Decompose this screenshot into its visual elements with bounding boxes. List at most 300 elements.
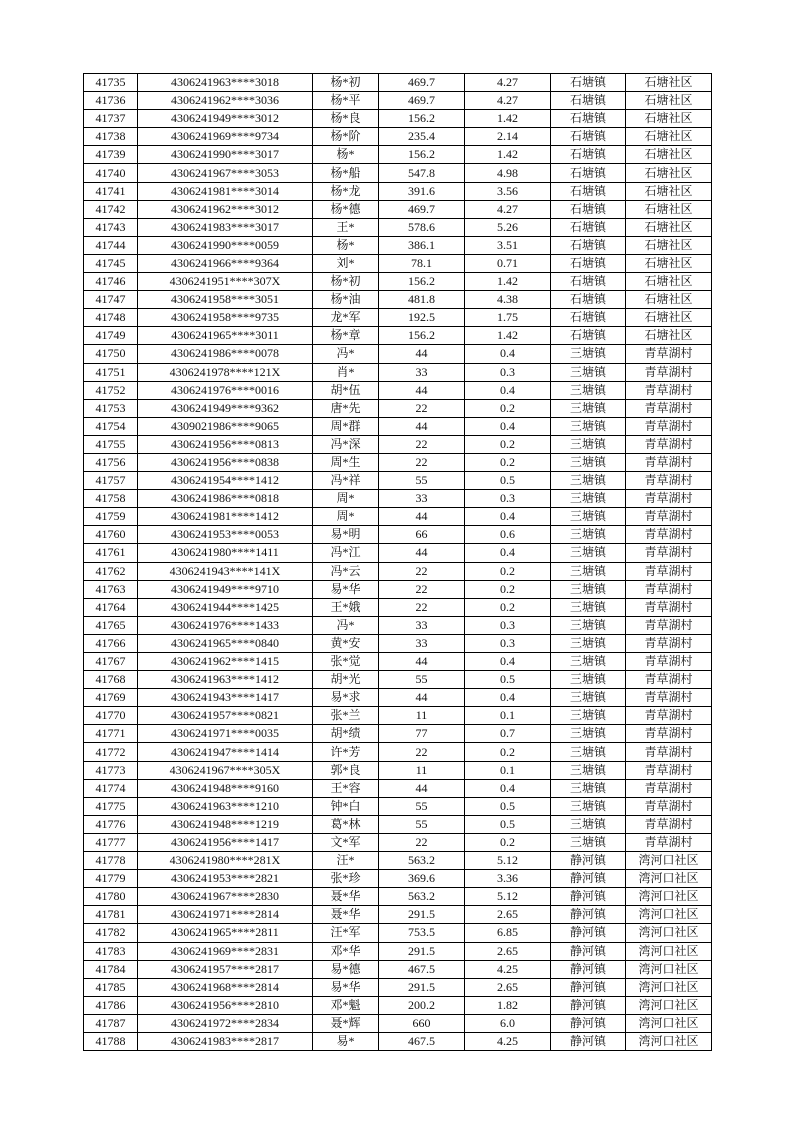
records-table-body — [84, 74, 712, 1051]
town-cell: 石塘镇 — [551, 218, 626, 236]
row-number-cell: 41751 — [84, 363, 138, 381]
area-cell: 1.42 — [465, 110, 551, 128]
row-number-cell: 41739 — [84, 146, 138, 164]
row-number-cell: 41772 — [84, 743, 138, 761]
table-row — [84, 1014, 712, 1032]
person-name-cell: 冯*深 — [313, 435, 379, 453]
amount-cell: 469.7 — [379, 92, 465, 110]
village-cell: 石塘社区 — [626, 309, 712, 327]
town-cell: 三塘镇 — [551, 779, 626, 797]
row-number-cell: 41783 — [84, 942, 138, 960]
table-row — [84, 924, 712, 942]
area-cell: 0.5 — [465, 797, 551, 815]
table-row — [84, 743, 712, 761]
area-cell: 0.2 — [465, 833, 551, 851]
area-cell: 0.3 — [465, 363, 551, 381]
amount-cell: 77 — [379, 725, 465, 743]
area-cell: 0.2 — [465, 562, 551, 580]
id-number-cell: 4306241965****2811 — [138, 924, 313, 942]
town-cell: 三塘镇 — [551, 363, 626, 381]
area-cell: 0.3 — [465, 616, 551, 634]
table-row — [84, 182, 712, 200]
amount-cell: 33 — [379, 616, 465, 634]
row-number-cell: 41758 — [84, 490, 138, 508]
area-cell: 5.26 — [465, 218, 551, 236]
amount-cell: 44 — [379, 345, 465, 363]
person-name-cell: 邓*华 — [313, 942, 379, 960]
village-cell: 青草湖村 — [626, 472, 712, 490]
person-name-cell: 杨*初 — [313, 74, 379, 92]
area-cell: 4.38 — [465, 291, 551, 309]
person-name-cell: 张*兰 — [313, 707, 379, 725]
village-cell: 石塘社区 — [626, 200, 712, 218]
village-cell: 青草湖村 — [626, 616, 712, 634]
person-name-cell: 汪*军 — [313, 924, 379, 942]
village-cell: 青草湖村 — [626, 580, 712, 598]
person-name-cell: 张*珍 — [313, 870, 379, 888]
area-cell: 0.6 — [465, 526, 551, 544]
person-name-cell: 周* — [313, 490, 379, 508]
town-cell: 石塘镇 — [551, 92, 626, 110]
village-cell: 湾河口社区 — [626, 978, 712, 996]
table-row — [84, 399, 712, 417]
id-number-cell: 4306241953****2821 — [138, 870, 313, 888]
amount-cell: 156.2 — [379, 273, 465, 291]
row-number-cell: 41762 — [84, 562, 138, 580]
village-cell: 湾河口社区 — [626, 996, 712, 1014]
row-number-cell: 41747 — [84, 291, 138, 309]
amount-cell: 22 — [379, 562, 465, 580]
town-cell: 三塘镇 — [551, 453, 626, 471]
amount-cell: 469.7 — [379, 200, 465, 218]
area-cell: 0.2 — [465, 453, 551, 471]
town-cell: 三塘镇 — [551, 689, 626, 707]
row-number-cell: 41763 — [84, 580, 138, 598]
area-cell: 0.4 — [465, 417, 551, 435]
amount-cell: 22 — [379, 743, 465, 761]
id-number-cell: 4306241962****3012 — [138, 200, 313, 218]
area-cell: 0.4 — [465, 345, 551, 363]
row-number-cell: 41765 — [84, 616, 138, 634]
village-cell: 石塘社区 — [626, 218, 712, 236]
row-number-cell: 41753 — [84, 399, 138, 417]
row-number-cell: 41750 — [84, 345, 138, 363]
id-number-cell: 4306241958****9735 — [138, 309, 313, 327]
id-number-cell: 4306241963****1210 — [138, 797, 313, 815]
id-number-cell: 4306241969****2831 — [138, 942, 313, 960]
village-cell: 青草湖村 — [626, 815, 712, 833]
id-number-cell: 4306241980****281X — [138, 852, 313, 870]
table-row — [84, 291, 712, 309]
id-number-cell: 4306241965****0840 — [138, 634, 313, 652]
id-number-cell: 4306241956****2810 — [138, 996, 313, 1014]
row-number-cell: 41745 — [84, 254, 138, 272]
person-name-cell: 郭*良 — [313, 761, 379, 779]
village-cell: 青草湖村 — [626, 381, 712, 399]
id-number-cell: 4306241967****3053 — [138, 164, 313, 182]
person-name-cell: 易*华 — [313, 978, 379, 996]
area-cell: 5.12 — [465, 888, 551, 906]
village-cell: 青草湖村 — [626, 435, 712, 453]
id-number-cell: 4306241958****3051 — [138, 291, 313, 309]
row-number-cell: 41756 — [84, 453, 138, 471]
town-cell: 三塘镇 — [551, 815, 626, 833]
village-cell: 石塘社区 — [626, 273, 712, 291]
person-name-cell: 周* — [313, 508, 379, 526]
amount-cell: 156.2 — [379, 327, 465, 345]
town-cell: 静河镇 — [551, 1032, 626, 1050]
village-cell: 湾河口社区 — [626, 960, 712, 978]
id-number-cell: 4306241962****1415 — [138, 653, 313, 671]
id-number-cell: 4306241947****1414 — [138, 743, 313, 761]
town-cell: 三塘镇 — [551, 743, 626, 761]
person-name-cell: 邓*魁 — [313, 996, 379, 1014]
table-row — [84, 689, 712, 707]
area-cell: 4.98 — [465, 164, 551, 182]
amount-cell: 55 — [379, 671, 465, 689]
village-cell: 青草湖村 — [626, 363, 712, 381]
area-cell: 0.4 — [465, 653, 551, 671]
row-number-cell: 41752 — [84, 381, 138, 399]
table-row — [84, 218, 712, 236]
town-cell: 静河镇 — [551, 924, 626, 942]
amount-cell: 11 — [379, 761, 465, 779]
table-row — [84, 960, 712, 978]
area-cell: 0.4 — [465, 689, 551, 707]
row-number-cell: 41782 — [84, 924, 138, 942]
town-cell: 三塘镇 — [551, 562, 626, 580]
area-cell: 4.25 — [465, 960, 551, 978]
row-number-cell: 41754 — [84, 417, 138, 435]
id-number-cell: 4306241943****141X — [138, 562, 313, 580]
area-cell: 3.51 — [465, 236, 551, 254]
amount-cell: 386.1 — [379, 236, 465, 254]
row-number-cell: 41779 — [84, 870, 138, 888]
table-row — [84, 996, 712, 1014]
row-number-cell: 41735 — [84, 74, 138, 92]
table-row — [84, 435, 712, 453]
row-number-cell: 41786 — [84, 996, 138, 1014]
village-cell: 石塘社区 — [626, 128, 712, 146]
table-row — [84, 634, 712, 652]
table-row — [84, 164, 712, 182]
person-name-cell: 聂*华 — [313, 906, 379, 924]
amount-cell: 44 — [379, 508, 465, 526]
person-name-cell: 周*群 — [313, 417, 379, 435]
id-number-cell: 4306241981****3014 — [138, 182, 313, 200]
row-number-cell: 41766 — [84, 634, 138, 652]
amount-cell: 291.5 — [379, 978, 465, 996]
row-number-cell: 41741 — [84, 182, 138, 200]
area-cell: 0.2 — [465, 399, 551, 417]
amount-cell: 44 — [379, 417, 465, 435]
id-number-cell: 4306241957****0821 — [138, 707, 313, 725]
person-name-cell: 许*芳 — [313, 743, 379, 761]
person-name-cell: 聂*华 — [313, 888, 379, 906]
amount-cell: 33 — [379, 490, 465, 508]
id-number-cell: 4306241956****0838 — [138, 453, 313, 471]
area-cell: 2.65 — [465, 906, 551, 924]
town-cell: 三塘镇 — [551, 399, 626, 417]
town-cell: 三塘镇 — [551, 544, 626, 562]
town-cell: 静河镇 — [551, 870, 626, 888]
amount-cell: 200.2 — [379, 996, 465, 1014]
village-cell: 石塘社区 — [626, 182, 712, 200]
id-number-cell: 4306241956****0813 — [138, 435, 313, 453]
row-number-cell: 41757 — [84, 472, 138, 490]
row-number-cell: 41780 — [84, 888, 138, 906]
id-number-cell: 4306241951****307X — [138, 273, 313, 291]
village-cell: 青草湖村 — [626, 453, 712, 471]
table-row — [84, 200, 712, 218]
town-cell: 三塘镇 — [551, 526, 626, 544]
table-row — [84, 671, 712, 689]
row-number-cell: 41737 — [84, 110, 138, 128]
table-row — [84, 236, 712, 254]
table-row — [84, 942, 712, 960]
row-number-cell: 41773 — [84, 761, 138, 779]
person-name-cell: 聂*辉 — [313, 1014, 379, 1032]
town-cell: 三塘镇 — [551, 725, 626, 743]
amount-cell: 563.2 — [379, 888, 465, 906]
town-cell: 三塘镇 — [551, 634, 626, 652]
village-cell: 青草湖村 — [626, 689, 712, 707]
amount-cell: 11 — [379, 707, 465, 725]
id-number-cell: 4306241990****0059 — [138, 236, 313, 254]
row-number-cell: 41771 — [84, 725, 138, 743]
village-cell: 青草湖村 — [626, 761, 712, 779]
village-cell: 湾河口社区 — [626, 870, 712, 888]
id-number-cell: 4306241948****1219 — [138, 815, 313, 833]
village-cell: 青草湖村 — [626, 399, 712, 417]
person-name-cell: 杨*龙 — [313, 182, 379, 200]
table-row — [84, 598, 712, 616]
id-number-cell: 4306241953****0053 — [138, 526, 313, 544]
table-row — [84, 616, 712, 634]
table-row — [84, 472, 712, 490]
town-cell: 石塘镇 — [551, 309, 626, 327]
table-row — [84, 128, 712, 146]
table-row — [84, 888, 712, 906]
table-row — [84, 92, 712, 110]
town-cell: 静河镇 — [551, 996, 626, 1014]
amount-cell: 55 — [379, 797, 465, 815]
id-number-cell: 4306241978****121X — [138, 363, 313, 381]
table-row — [84, 852, 712, 870]
amount-cell: 44 — [379, 779, 465, 797]
amount-cell: 55 — [379, 472, 465, 490]
person-name-cell: 胡*伍 — [313, 381, 379, 399]
town-cell: 石塘镇 — [551, 291, 626, 309]
amount-cell: 33 — [379, 634, 465, 652]
village-cell: 青草湖村 — [626, 707, 712, 725]
person-name-cell: 杨*油 — [313, 291, 379, 309]
person-name-cell: 杨*初 — [313, 273, 379, 291]
table-row — [84, 725, 712, 743]
row-number-cell: 41748 — [84, 309, 138, 327]
town-cell: 石塘镇 — [551, 200, 626, 218]
person-name-cell: 周*生 — [313, 453, 379, 471]
town-cell: 石塘镇 — [551, 164, 626, 182]
amount-cell: 44 — [379, 381, 465, 399]
area-cell: 0.2 — [465, 598, 551, 616]
table-row — [84, 309, 712, 327]
table-row — [84, 544, 712, 562]
town-cell: 三塘镇 — [551, 508, 626, 526]
id-number-cell: 4306241986****0078 — [138, 345, 313, 363]
area-cell: 0.2 — [465, 743, 551, 761]
amount-cell: 44 — [379, 653, 465, 671]
town-cell: 石塘镇 — [551, 327, 626, 345]
area-cell: 0.4 — [465, 508, 551, 526]
person-name-cell: 刘* — [313, 254, 379, 272]
area-cell: 0.4 — [465, 381, 551, 399]
row-number-cell: 41743 — [84, 218, 138, 236]
town-cell: 石塘镇 — [551, 254, 626, 272]
amount-cell: 22 — [379, 399, 465, 417]
village-cell: 石塘社区 — [626, 92, 712, 110]
row-number-cell: 41776 — [84, 815, 138, 833]
amount-cell: 33 — [379, 363, 465, 381]
row-number-cell: 41744 — [84, 236, 138, 254]
area-cell: 1.42 — [465, 327, 551, 345]
person-name-cell: 杨*德 — [313, 200, 379, 218]
id-number-cell: 4306241966****9364 — [138, 254, 313, 272]
table-row — [84, 453, 712, 471]
id-number-cell: 4306241963****3018 — [138, 74, 313, 92]
amount-cell: 467.5 — [379, 1032, 465, 1050]
town-cell: 静河镇 — [551, 1014, 626, 1032]
id-number-cell: 4306241957****2817 — [138, 960, 313, 978]
village-cell: 青草湖村 — [626, 562, 712, 580]
table-row — [84, 978, 712, 996]
id-number-cell: 4306241956****1417 — [138, 833, 313, 851]
amount-cell: 291.5 — [379, 942, 465, 960]
row-number-cell: 41764 — [84, 598, 138, 616]
village-cell: 青草湖村 — [626, 544, 712, 562]
row-number-cell: 41770 — [84, 707, 138, 725]
person-name-cell: 易*求 — [313, 689, 379, 707]
town-cell: 三塘镇 — [551, 797, 626, 815]
area-cell: 0.2 — [465, 580, 551, 598]
area-cell: 0.1 — [465, 761, 551, 779]
id-number-cell: 4306241972****2834 — [138, 1014, 313, 1032]
table-row — [84, 815, 712, 833]
amount-cell: 55 — [379, 815, 465, 833]
town-cell: 三塘镇 — [551, 490, 626, 508]
table-row — [84, 562, 712, 580]
town-cell: 三塘镇 — [551, 671, 626, 689]
id-number-cell: 4306241965****3011 — [138, 327, 313, 345]
id-number-cell: 4306241962****3036 — [138, 92, 313, 110]
village-cell: 青草湖村 — [626, 634, 712, 652]
village-cell: 青草湖村 — [626, 653, 712, 671]
village-cell: 石塘社区 — [626, 327, 712, 345]
area-cell: 0.5 — [465, 815, 551, 833]
village-cell: 湾河口社区 — [626, 906, 712, 924]
row-number-cell: 41781 — [84, 906, 138, 924]
person-name-cell: 汪* — [313, 852, 379, 870]
person-name-cell: 冯*江 — [313, 544, 379, 562]
village-cell: 青草湖村 — [626, 671, 712, 689]
id-number-cell: 4306241976****0016 — [138, 381, 313, 399]
person-name-cell: 杨*良 — [313, 110, 379, 128]
table-row — [84, 273, 712, 291]
row-number-cell: 41746 — [84, 273, 138, 291]
town-cell: 三塘镇 — [551, 580, 626, 598]
area-cell: 0.3 — [465, 490, 551, 508]
id-number-cell: 4306241981****1412 — [138, 508, 313, 526]
id-number-cell: 4306241948****9160 — [138, 779, 313, 797]
village-cell: 青草湖村 — [626, 417, 712, 435]
amount-cell: 22 — [379, 598, 465, 616]
town-cell: 石塘镇 — [551, 110, 626, 128]
id-number-cell: 4306241944****1425 — [138, 598, 313, 616]
row-number-cell: 41788 — [84, 1032, 138, 1050]
row-number-cell: 41738 — [84, 128, 138, 146]
area-cell: 3.36 — [465, 870, 551, 888]
village-cell: 湾河口社区 — [626, 888, 712, 906]
village-cell: 青草湖村 — [626, 526, 712, 544]
village-cell: 青草湖村 — [626, 598, 712, 616]
table-row — [84, 779, 712, 797]
amount-cell: 469.7 — [379, 74, 465, 92]
village-cell: 青草湖村 — [626, 345, 712, 363]
table-row — [84, 110, 712, 128]
row-number-cell: 41787 — [84, 1014, 138, 1032]
row-number-cell: 41736 — [84, 92, 138, 110]
person-name-cell: 杨* — [313, 236, 379, 254]
town-cell: 石塘镇 — [551, 128, 626, 146]
person-name-cell: 胡*光 — [313, 671, 379, 689]
person-name-cell: 王* — [313, 218, 379, 236]
town-cell: 静河镇 — [551, 942, 626, 960]
table-row — [84, 906, 712, 924]
table-row — [84, 580, 712, 598]
amount-cell: 22 — [379, 833, 465, 851]
amount-cell: 578.6 — [379, 218, 465, 236]
person-name-cell: 黄*安 — [313, 634, 379, 652]
area-cell: 0.71 — [465, 254, 551, 272]
area-cell: 4.25 — [465, 1032, 551, 1050]
id-number-cell: 4306241949****3012 — [138, 110, 313, 128]
area-cell: 1.42 — [465, 146, 551, 164]
person-name-cell: 王*容 — [313, 779, 379, 797]
table-row — [84, 761, 712, 779]
town-cell: 三塘镇 — [551, 833, 626, 851]
person-name-cell: 杨*平 — [313, 92, 379, 110]
person-name-cell: 龙*军 — [313, 309, 379, 327]
person-name-cell: 冯*祥 — [313, 472, 379, 490]
id-number-cell: 4306241983****3017 — [138, 218, 313, 236]
village-cell: 青草湖村 — [626, 490, 712, 508]
amount-cell: 481.8 — [379, 291, 465, 309]
id-number-cell: 4306241968****2814 — [138, 978, 313, 996]
person-name-cell: 杨*船 — [313, 164, 379, 182]
row-number-cell: 41775 — [84, 797, 138, 815]
table-row — [84, 508, 712, 526]
amount-cell: 753.5 — [379, 924, 465, 942]
table-row — [84, 797, 712, 815]
row-number-cell: 41778 — [84, 852, 138, 870]
amount-cell: 22 — [379, 435, 465, 453]
id-number-cell: 4306241971****0035 — [138, 725, 313, 743]
person-name-cell: 王*娥 — [313, 598, 379, 616]
amount-cell: 369.6 — [379, 870, 465, 888]
area-cell: 2.14 — [465, 128, 551, 146]
town-cell: 石塘镇 — [551, 273, 626, 291]
id-number-cell: 4306241949****9710 — [138, 580, 313, 598]
